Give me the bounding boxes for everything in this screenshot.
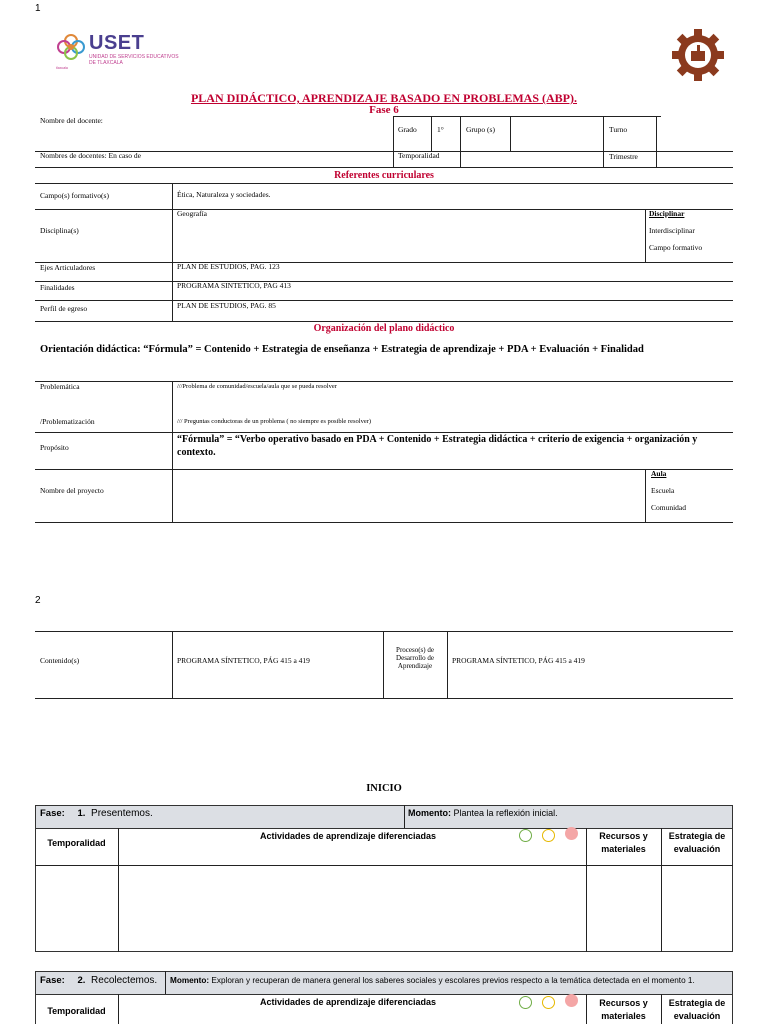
logo-brand: USET <box>89 32 145 54</box>
problematica-label: Problemática <box>40 382 80 391</box>
contenido-value: PROGRAMA SÍNTETICO, PÁG 415 a 419 <box>177 656 310 665</box>
turno-label: Turno <box>609 125 628 134</box>
proposito-label: Propósito <box>40 443 69 452</box>
fase2-fase-label: Fase: <box>40 975 65 986</box>
ejes-value: PLAN DE ESTUDIOS, PAG. 123 <box>177 262 280 271</box>
escuela-option: Escuela <box>651 486 675 495</box>
fase1-momento-text: Plantea la reflexión inicial. <box>453 808 558 818</box>
fase1-fase-label: Fase: <box>40 808 65 819</box>
yellow-dot-icon-2 <box>542 996 555 1009</box>
perfil-value: PLAN DE ESTUDIOS, PAG. 85 <box>177 301 276 310</box>
fase2-temporalidad: Temporalidad <box>47 1006 106 1016</box>
aula-option: Aula <box>651 469 667 478</box>
green-dot-icon-2 <box>519 996 532 1009</box>
finalidades-value: PROGRAMA SINTETICO, PAG 413 <box>177 281 291 290</box>
ejes-label: Ejes Articuladores <box>40 263 96 272</box>
campo-formativo-value: Ética, Naturaleza y sociedades. <box>177 190 271 199</box>
campo-formativo-label: Campo(s) formativo(s) <box>40 191 109 200</box>
problematizacion-label: /Problematización <box>40 417 95 426</box>
inicio-title: INICIO <box>366 783 402 794</box>
trimestre-label: Trimestre <box>609 152 638 161</box>
red-dot-icon-2 <box>565 994 578 1007</box>
contenido-label: Contenido(s) <box>40 656 80 665</box>
gear-seal-icon <box>670 27 726 83</box>
page-number-2: 2 <box>35 595 41 606</box>
fase1-estrategia: Estrategia de evaluación <box>668 831 726 855</box>
finalidades-label: Finalidades <box>40 283 75 292</box>
fase2-estrategia: Estrategia de evaluación <box>668 998 726 1022</box>
referentes-title: Referentes curriculares <box>334 170 434 181</box>
nombre-proyecto-label: Nombre del proyecto <box>40 486 104 495</box>
fase1-name: Presentemos. <box>91 808 153 819</box>
fase1-header <box>40 808 153 819</box>
fase1-recursos: Recursos y materiales <box>599 831 648 855</box>
problematizacion-value: /// Preguntas conductoras de un problema ( no siempre es posible resolver) <box>177 418 372 425</box>
grado-label: Grado <box>398 125 417 134</box>
nombre-docente-label: Nombre del docente: <box>40 116 103 125</box>
uset-flower-logo-icon <box>56 32 86 66</box>
phase-label: Fase 6 <box>369 104 399 116</box>
uset-logo <box>56 32 179 72</box>
fase2-recursos: Recursos y materiales <box>599 998 648 1022</box>
fase2-momento-text: Exploran y recuperan de manera general los saberes sociales y escolares previos respecto a la temática detectada en el momento 1. <box>211 976 695 985</box>
yellow-dot-icon <box>542 829 555 842</box>
nombres-docentes-label: Nombres de docentes: En caso de <box>40 151 142 160</box>
fase2-number: 2. <box>77 975 86 986</box>
red-dot-icon <box>565 827 578 840</box>
grupo-label: Grupo (s) <box>466 125 495 134</box>
fase2-name: Recolectemos. <box>91 975 158 986</box>
document-title: PLAN DIDÁCTICO, APRENDIZAJE BASADO EN PROBLEMAS (ABP). <box>190 91 578 105</box>
fase1-actividades: Actividades de aprendizaje diferenciadas <box>259 831 437 841</box>
orientacion-text: Orientación didáctica: “Fórmula” = Contenido + Estrategia de enseñanza + Estrategia de aprendizaje + PDA + Evaluación + Finalidad <box>40 344 644 355</box>
campo-formativo-option: Campo formativo <box>649 243 703 252</box>
fase1-number: 1. <box>77 808 86 819</box>
proposito-value: “Fórmula” = “Verbo operativo basado en PDA + Contenido + Estrategia didáctica + criterio de exigencia + organización y contexto. <box>177 434 698 458</box>
proceso-label: Proceso(s) de Desarrollo de Aprendizaje <box>396 646 434 671</box>
fase1-momento-label: Momento: <box>408 808 451 818</box>
fase1-momento <box>408 808 558 818</box>
fase2-momento-label: Momento: <box>170 976 210 985</box>
fase2-actividades: Actividades de aprendizaje diferenciadas <box>259 997 437 1007</box>
fase2-header <box>40 975 157 986</box>
logo-subtitle: UNIDAD DE SERVICIOS EDUCATIVOS DE TLAXCALA <box>89 54 179 66</box>
perfil-label: Perfil de egreso <box>40 304 88 313</box>
problematica-value: ///Problema de comunidad/escuela/aula que se pueda resolver <box>177 383 337 390</box>
proceso-value: PROGRAMA SÍNTETICO, PÁG 415 a 419 <box>452 656 585 665</box>
comunidad-option: Comunidad <box>651 503 686 512</box>
disciplina-value: Geografía <box>177 209 207 218</box>
fase2-momento <box>170 976 732 985</box>
fase1-temporalidad: Temporalidad <box>47 838 106 848</box>
disciplinar-option: Disciplinar <box>649 209 685 218</box>
interdisciplinar-option: Interdisciplinar <box>649 226 695 235</box>
disciplina-label: Disciplina(s) <box>40 226 79 235</box>
green-dot-icon <box>519 829 532 842</box>
organizacion-title: Organización del plano didáctico <box>313 323 455 334</box>
grado-value: 1° <box>437 125 444 134</box>
logo-tagline: tlaxcala <box>56 66 68 70</box>
temporalidad-label: Temporalidad <box>398 151 440 160</box>
page-number: 1 <box>35 3 41 14</box>
